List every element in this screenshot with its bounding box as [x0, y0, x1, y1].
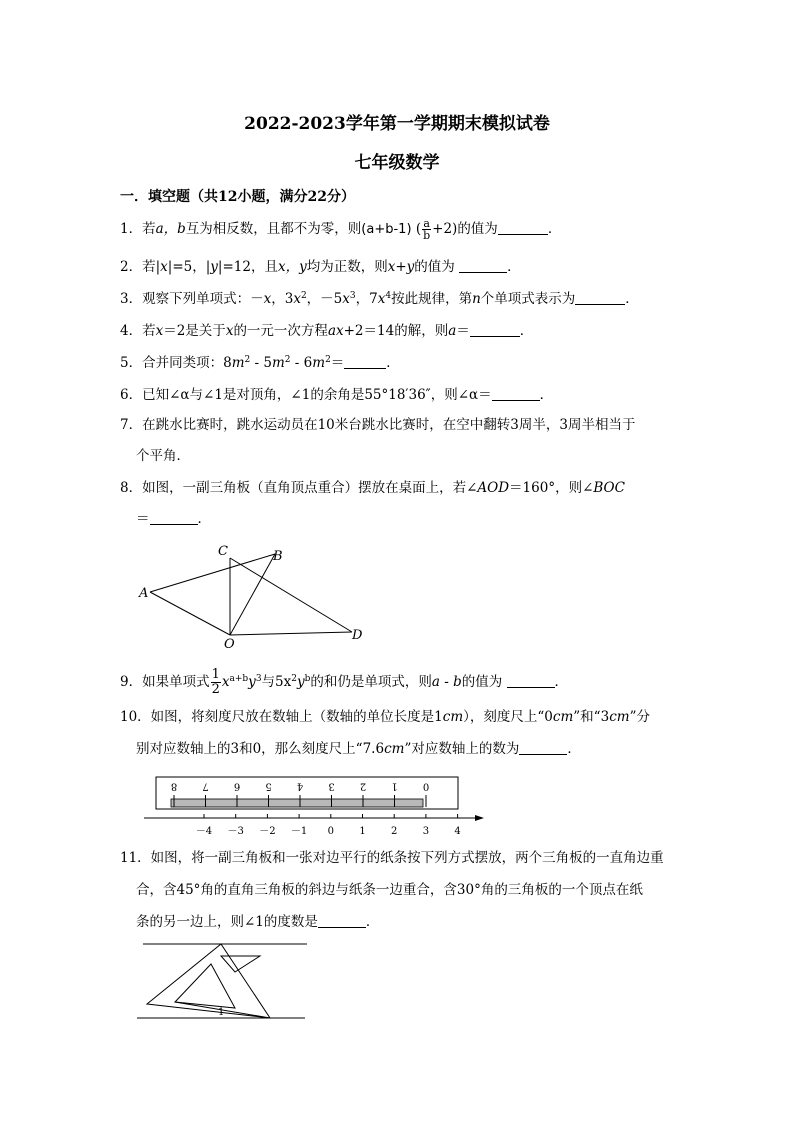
segment-ab [150, 554, 275, 592]
axis-tick-label: 1 [359, 826, 366, 837]
ruler-tick-label: 4 [296, 780, 304, 792]
segment-cd [230, 558, 352, 632]
answer-blank-1[interactable] [498, 220, 548, 235]
axis-tick-label: 3 [422, 826, 430, 837]
triangle-45-inner [175, 964, 235, 1008]
axis-tick-label: －1 [290, 826, 308, 837]
triangle-outer [147, 944, 270, 1018]
ruler-tick-label: 7 [202, 780, 209, 792]
label-a: A [139, 586, 149, 601]
question-10-line-1: 10．如图，将刻度尺放在数轴上（数轴的单位长度是1cm），刻度尺上“0cm”和“3cm”分 [120, 709, 650, 725]
answer-blank-10[interactable] [519, 740, 567, 755]
ruler-scale-band [171, 799, 423, 807]
question-4: 4．若x＝2是关于x的一元一次方程ax+2＝14的解，则a＝ ． [120, 323, 534, 339]
figure-ruler-number-line [140, 775, 490, 840]
axis-tick-label: 4 [454, 826, 461, 837]
question-11-line-3: 条的另一边上，则∠1的度数是 ． [136, 914, 380, 930]
axis-tick-label: －4 [195, 826, 213, 837]
axis-tick-label: 2 [391, 826, 398, 837]
axis-tick-label: －3 [227, 826, 244, 837]
axis-tick-label: －2 [259, 826, 276, 837]
exam-subtitle: 七年级数学 [354, 153, 440, 173]
question-3: 3．观察下列单项式：－x，$3x^2$，$-5x^3$，$7x^4$按此规律，第n个单项式表示为 ． [120, 291, 639, 307]
angle-1-label: 1 [218, 1007, 225, 1018]
ruler-tick-label: 0 [422, 780, 430, 792]
axis-tick-label: 0 [327, 826, 334, 837]
answer-blank-4[interactable] [470, 322, 520, 337]
segment-ao [150, 592, 230, 635]
ruler-tick-label: 6 [233, 780, 241, 792]
question-5: 5．合并同类项：$8m^2 - 5m^2 - 6m^2=$ ． [120, 355, 400, 371]
ruler-tick-label: 1 [391, 780, 398, 792]
question-11-line-2: 合，含45°角的直角三角板的斜边与纸条一边重合，含30°角的三角板的一个顶点在纸 [136, 882, 643, 898]
answer-blank-8[interactable] [150, 510, 198, 525]
section-heading: 一．填空题（共12小题，满分22分） [120, 189, 355, 205]
triangle-30-inner [221, 956, 260, 972]
figure-paper-strip-triangles [135, 938, 310, 1028]
figure-triangle-boards [130, 540, 380, 655]
answer-blank-2[interactable] [459, 258, 507, 273]
label-d: D [352, 628, 363, 643]
number-line-arrow [475, 815, 484, 821]
ruler-tick-label: 8 [170, 780, 178, 792]
segment-od [230, 632, 352, 635]
label-c: C [218, 544, 228, 559]
question-1: 1．若a，b互为相反数，且都不为零，则(a+b-1) ( $\frac{a}{b}$ +2)的值为 ． [120, 217, 562, 242]
question-6: 6．已知∠α与∠1是对顶角，∠1的余角是55°18′36″，则∠α＝ ． [120, 387, 554, 403]
label-o: O [224, 637, 235, 652]
exam-title: 2022-2023学年第一学期期末模拟试卷 [244, 114, 550, 134]
ruler-tick-label: 3 [328, 780, 335, 792]
question-8-line-1: 8．如图，一副三角板（直角顶点重合）摆放在桌面上，若∠AOD＝160°，则∠BOC [120, 480, 625, 496]
answer-blank-3[interactable] [575, 290, 625, 305]
question-11-line-1: 11．如图，将一副三角板和一张对边平行的纸条按下列方式摆放，两个三角板的一直角边重 [120, 850, 664, 866]
question-2: 2．若|x|=5，|y|=12，且x，y均为正数，则x+y的值为 ． [120, 259, 521, 275]
ruler-tick-label: 2 [359, 780, 367, 792]
ruler-tick-label: 5 [265, 780, 272, 792]
answer-blank-11[interactable] [318, 913, 366, 928]
question-9: 9．如果单项式 $\frac{1}{2}$ $x^{a+b}y^3$与$5x^2y^b$的和仍是单项式，则a - b的值为 ． [120, 667, 569, 697]
question-8-line-2: ＝ ． [136, 511, 211, 527]
question-7-line-1: 7．在跳水比赛时，跳水运动员在10米台跳水比赛时，在空中翻转3周半，3周半相当于 [120, 417, 636, 433]
answer-blank-6[interactable] [492, 386, 540, 401]
question-10-line-2: 别对应数轴上的3和0，那么刻度尺上“7.6cm”对应数轴上的数为 ． [136, 741, 581, 757]
question-7-line-2: 个平角． [136, 448, 190, 464]
label-b: B [273, 549, 283, 564]
answer-blank-5[interactable] [344, 354, 386, 369]
answer-blank-9[interactable] [507, 673, 555, 688]
